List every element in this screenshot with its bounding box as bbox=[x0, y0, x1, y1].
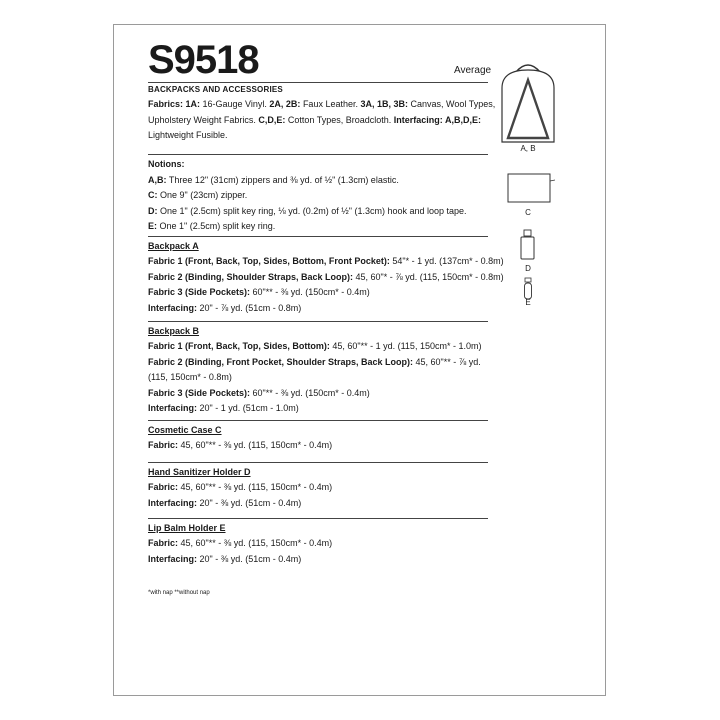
sanitizer-d-fabric: Fabric: 45, 60"** - ⅜ yd. (115, 150cm* - 0.4m) bbox=[148, 482, 333, 492]
notions-heading: Notions: bbox=[148, 159, 185, 169]
backpack-illustration-icon bbox=[488, 58, 568, 148]
backpack-b-interfacing: Interfacing: 20" - 1 yd. (51cm - 1.0m) bbox=[148, 403, 299, 413]
fabrics-line-3: Lightweight Fusible. bbox=[148, 130, 228, 140]
notions-line-c: C: One 9" (23cm) zipper. bbox=[148, 190, 248, 200]
backpack-b-fabric-2: Fabric 2 (Binding, Front Pocket, Shoulder Straps, Back Loop): 45, 60"** - ⅞ yd. bbox=[148, 356, 481, 367]
divider bbox=[148, 420, 488, 421]
notions-section bbox=[148, 157, 488, 235]
backpack-a-section bbox=[148, 239, 504, 316]
cosmetic-case-illustration-icon bbox=[505, 172, 557, 206]
backpack-b-fabric-1: Fabric 1 (Front, Back, Top, Sides, Bottom): 45, 60"** - 1 yd. (115, 150cm* - 1.0m) bbox=[148, 341, 482, 351]
lipbalm-e-section bbox=[148, 521, 488, 567]
backpack-a-interfacing: Interfacing: 20" - ⅞ yd. (51cm - 0.8m) bbox=[148, 302, 302, 313]
backpack-b-section bbox=[148, 324, 488, 417]
sanitizer-d-section bbox=[148, 465, 488, 511]
cosmetic-c-fabric: Fabric: 45, 60"** - ⅜ yd. (115, 150cm* - 0.4m) bbox=[148, 440, 333, 450]
subtitle: BACKPACKS AND ACCESSORIES bbox=[148, 85, 283, 94]
divider bbox=[148, 321, 488, 322]
lipbalm-e-title: Lip Balm Holder E bbox=[148, 523, 226, 533]
sanitizer-d-title: Hand Sanitizer Holder D bbox=[148, 467, 251, 477]
divider bbox=[148, 82, 488, 83]
cosmetic-c-section bbox=[148, 423, 488, 454]
backpack-a-fabric-1: Fabric 1 (Front, Back, Top, Sides, Bottom, Front Pocket): 54"* - 1 yd. (137cm* - 0.8m) bbox=[148, 256, 504, 266]
figure-label-c: C bbox=[525, 208, 531, 217]
backpack-b-fabric-2-cont: (115, 150cm* - 0.8m) bbox=[148, 372, 232, 382]
figure-label-ab: A, B bbox=[520, 144, 536, 153]
notions-line-e: E: One 1" (2.5cm) split key ring. bbox=[148, 221, 276, 231]
footnote: *with nap **without nap bbox=[148, 590, 210, 596]
difficulty-label: Average bbox=[454, 65, 492, 76]
backpack-a-fabric-3: Fabric 3 (Side Pockets): 60"** - ⅜ yd. (150cm* - 0.4m) bbox=[148, 287, 370, 297]
lipbalm-e-interfacing: Interfacing: 20" - ⅜ yd. (51cm - 0.4m) bbox=[148, 553, 302, 564]
figure-label-d: D bbox=[525, 264, 531, 273]
divider bbox=[148, 154, 488, 155]
fabrics-section bbox=[148, 97, 496, 144]
divider bbox=[148, 462, 488, 463]
divider bbox=[148, 236, 488, 237]
divider bbox=[148, 518, 488, 519]
notions-line-ab: A,B: Three 12" (31cm) zippers and ⅜ yd. of ½" (1.3cm) elastic. bbox=[148, 174, 399, 185]
cosmetic-c-title: Cosmetic Case C bbox=[148, 425, 222, 435]
backpack-b-fabric-3: Fabric 3 (Side Pockets): 60"** - ⅜ yd. (150cm* - 0.4m) bbox=[148, 387, 370, 398]
sanitizer-d-interfacing: Interfacing: 20" - ⅜ yd. (51cm - 0.4m) bbox=[148, 497, 302, 508]
fabrics-line-2: Upholstery Weight Fabrics. C,D,E: Cotton Types, Broadcloth. Interfacing: A,B,D,E: bbox=[148, 114, 481, 125]
backpack-a-title: Backpack A bbox=[148, 241, 199, 251]
pattern-number: S9518 bbox=[148, 38, 259, 82]
sanitizer-holder-illustration-icon bbox=[518, 228, 538, 262]
fabrics-line-1: Fabrics: 1A: 16-Gauge Vinyl. 2A, 2B: Faux Leather. 3A, 1B, 3B: Canvas, Wool Types, bbox=[148, 99, 496, 109]
backpack-b-title: Backpack B bbox=[148, 326, 200, 336]
notions-line-d: D: One 1" (2.5cm) split key ring, ⅛ yd. (0.2m) of ½" (1.3cm) hook and loop tape. bbox=[148, 205, 467, 216]
lipbalm-e-fabric: Fabric: 45, 60"** - ⅜ yd. (115, 150cm* - 0.4m) bbox=[148, 538, 333, 548]
backpack-a-fabric-2: Fabric 2 (Binding, Shoulder Straps, Back Loop): 45, 60"* - ⅞ yd. (115, 150cm* - 0.8m) bbox=[148, 271, 504, 282]
figure-label-e: E bbox=[525, 298, 531, 307]
